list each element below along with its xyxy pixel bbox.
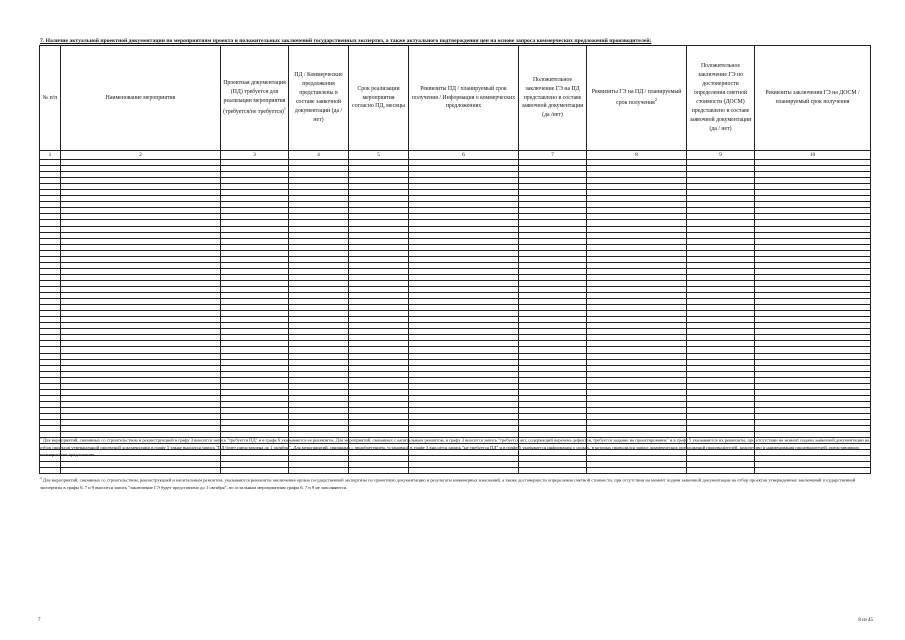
footnote-1 bbox=[40, 436, 870, 458]
column-number-cell: 10 bbox=[755, 151, 871, 160]
table-header-row bbox=[40, 46, 871, 151]
column-header-label: Наименование мероприятия bbox=[105, 94, 176, 101]
column-header-10 bbox=[755, 46, 871, 151]
column-header-label: Положительное заключение ГЭ по достоверности определения сметной стоимости (ДОСМ) представлено в составе заявочной документации (да / нет) bbox=[689, 63, 752, 132]
footnote-2 bbox=[40, 476, 870, 491]
table-cell[interactable] bbox=[289, 468, 349, 474]
table-cell[interactable] bbox=[587, 468, 687, 474]
page-corner-mark: 7 bbox=[38, 618, 41, 623]
table-cell[interactable] bbox=[61, 468, 221, 474]
documentation-table-wrap bbox=[39, 45, 870, 474]
table-cell[interactable] bbox=[40, 468, 61, 474]
column-header-4 bbox=[289, 46, 349, 151]
footnote-1-text: Для мероприятий, связанных со строительством и реконструкцией в графу 3 вносится запись "требуется ПД" и в графе 6 указываются ее реквизиты. Для мероприятий, связанных с капитальным ремонтом, в графу 3 вносится запись "требуется акт, содержащий перечень дефектов, требуется задание на проектирование" и в графе 5 указываются их реквизиты, при отсутствии на момент подачи заявочной документации на отбор проектов утвержденной проектной документации в графу 5 также вносится запись "ПД будет представлена до 1 октября". Для мероприятий, связанных с приобретением, установкой в графе 3 вносится запись "не требуется ПД" и в графе 5 указывается информация о сроках, в которых проводился запрос коммерческих предложений производителей, количество и наименования производителей, представивших коммерческие предложения. bbox=[40, 437, 870, 457]
column-header-9 bbox=[687, 46, 755, 151]
column-number-cell: 9 bbox=[687, 151, 755, 160]
column-number-cell: 5 bbox=[349, 151, 409, 160]
column-header-label: Реквизиты ГЭ на ПД / планируемый срок получения bbox=[591, 89, 682, 106]
column-header-label: № п/п bbox=[42, 94, 58, 101]
column-header-label: Проектная документация (ПД) требуется для реализации мероприятия (требуется/не требуется) bbox=[223, 80, 286, 115]
table-cell[interactable] bbox=[409, 468, 519, 474]
table-cell[interactable] bbox=[349, 468, 409, 474]
table-cell[interactable] bbox=[221, 468, 289, 474]
footnote-1-marker: 1 bbox=[40, 436, 42, 440]
column-header-2 bbox=[61, 46, 221, 151]
column-header-label: Срок реализации мероприятия согласно ПД, месяцы bbox=[352, 85, 405, 110]
column-number-row bbox=[40, 151, 871, 160]
column-number-cell: 3 bbox=[221, 151, 289, 160]
table-row bbox=[40, 468, 871, 474]
column-number-cell: 4 bbox=[289, 151, 349, 160]
footnote-ref: 2 bbox=[654, 97, 657, 103]
footnote-ref: 1 bbox=[283, 106, 286, 112]
column-header-1 bbox=[40, 46, 61, 151]
table-cell[interactable] bbox=[687, 468, 755, 474]
page-counter: 8 из 45 bbox=[858, 618, 873, 623]
column-number-cell: 2 bbox=[61, 151, 221, 160]
documentation-table bbox=[39, 45, 871, 474]
column-header-label: Реквизиты ПД / планируемый срок получения / Информация о коммерческих предложениях bbox=[411, 85, 516, 110]
section-heading: 7. Наличие актуальной проектной документации по мероприятиям проекта и положительных заключений государственных экспертиз, а также актуального подтверждения цен на основе запроса коммерческих предложений производителей: bbox=[40, 38, 652, 44]
column-number-cell: 6 bbox=[409, 151, 519, 160]
footnote-2-marker: 2 bbox=[40, 476, 42, 480]
column-header-7 bbox=[519, 46, 587, 151]
column-number-cell: 8 bbox=[587, 151, 687, 160]
table-cell[interactable] bbox=[755, 468, 871, 474]
column-header-6 bbox=[409, 46, 519, 151]
column-header-8 bbox=[587, 46, 687, 151]
column-header-label: Положительное заключение ГЭ на ПД представлено в составе заявочной документации (да /нет) bbox=[521, 76, 584, 119]
column-header-label: Реквизиты заключения ГЭ на ДОСМ / планируемый срок получения bbox=[765, 90, 860, 105]
column-header-3 bbox=[221, 46, 289, 151]
table-cell[interactable] bbox=[519, 468, 587, 474]
column-header-label: ПД / Коммерческие предложения представлены в составе заявочной документации (да /нет) bbox=[294, 72, 343, 123]
column-number-cell: 1 bbox=[40, 151, 61, 160]
footnote-2-text: Для мероприятий, связанных со строительством, реконструкцией и капитальным ремонтом, указываются реквизиты заключения органа государственной экспертизы по проектную документацию и результаты инженерных изысканий, а также достоверности определения сметной стоимости, при отсутствии на момент подачи заявочной документации на отбор проектов утвержденных заключений государственной экспертизы в графы 6, 7 и 9 вносится запись "заключение ГЭ будет представлено до 1 октября", по остальным мероприятиям графы 6, 7 и 9 не заполняются. bbox=[40, 477, 856, 490]
column-number-cell: 7 bbox=[519, 151, 587, 160]
table-body bbox=[40, 151, 871, 474]
column-header-5 bbox=[349, 46, 409, 151]
